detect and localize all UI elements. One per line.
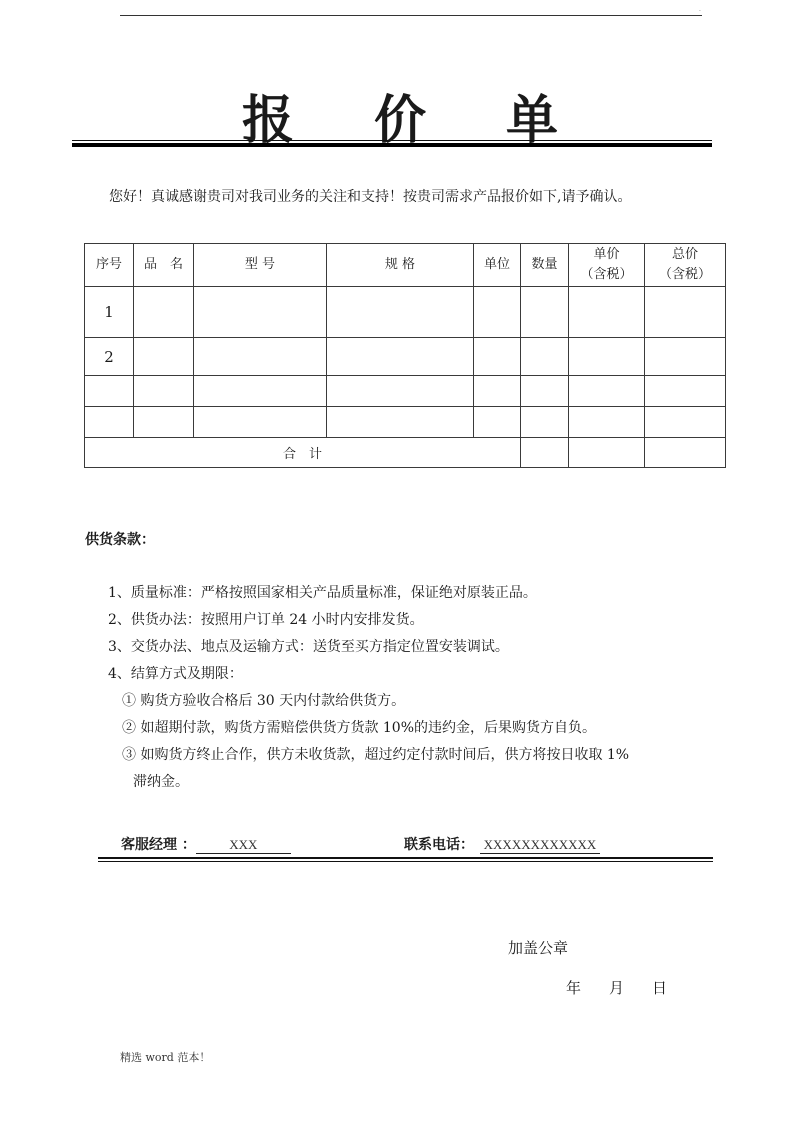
table-header-row <box>85 244 726 287</box>
cell-qty[interactable] <box>521 407 569 438</box>
title-rule-thin <box>72 140 712 141</box>
term-item: 3、交货办法、地点及运输方式：送货至买方指定位置安装调试。 <box>108 639 509 655</box>
date-month: 月 <box>609 979 625 997</box>
cell-unit[interactable] <box>474 407 521 438</box>
term-sub-item: ② 如超期付款，购货方需赔偿供货方货款 10%的违约金，后果购货方自负。 <box>122 720 597 736</box>
header-total-price-line1: 总价 <box>671 247 698 262</box>
cell-spec[interactable] <box>327 287 474 338</box>
table-row <box>85 287 726 338</box>
term-item: 4、结算方式及期限： <box>108 666 243 682</box>
title-char: 报 <box>241 91 294 151</box>
date-day: 日 <box>652 979 668 997</box>
table-row <box>85 338 726 376</box>
header-unit-price <box>569 244 645 287</box>
date-line <box>566 977 695 998</box>
table-row <box>85 376 726 407</box>
cell-model[interactable] <box>194 376 327 407</box>
cell-name[interactable] <box>134 376 194 407</box>
header-rule <box>120 15 702 16</box>
quote-table <box>84 243 726 468</box>
footer-note: 精选 word 范本！ <box>120 1051 211 1064</box>
total-label: 合 计 <box>85 438 521 468</box>
cell-spec[interactable] <box>327 407 474 438</box>
header-total-price <box>645 244 726 287</box>
header-qty: 数量 <box>521 244 569 287</box>
cell-total-price[interactable] <box>645 376 726 407</box>
cell-total-price[interactable] <box>645 338 726 376</box>
header-unit-price-line2: （含税） <box>580 267 633 282</box>
cell-seq: 1 <box>85 287 134 338</box>
cell-model[interactable] <box>194 287 327 338</box>
cell-total-price[interactable] <box>645 407 726 438</box>
greeting-text: 您好！真诚感谢贵司对我司业务的关注和支持！按贵司需求产品报价如下,请予确认。 <box>109 189 632 205</box>
cell-qty[interactable] <box>521 338 569 376</box>
cell-seq <box>85 376 134 407</box>
cell-name[interactable] <box>134 407 194 438</box>
term-item: 2、供货办法：按照用户订单 24 小时内安排发货。 <box>108 612 424 628</box>
term-sub-item: ③ 如购货方终止合作，供方未收货款，超过约定付款时间后，供方将按日收取 1% <box>122 747 630 763</box>
manager-field <box>121 834 291 854</box>
header-seq: 序号 <box>85 244 134 287</box>
cell-seq: 2 <box>85 338 134 376</box>
cell-unit-price[interactable] <box>569 407 645 438</box>
phone-field <box>404 834 600 854</box>
cell-spec[interactable] <box>327 338 474 376</box>
cell-spec[interactable] <box>327 376 474 407</box>
cell-unit[interactable] <box>474 287 521 338</box>
cell-name[interactable] <box>134 287 194 338</box>
term-sub-item-continued: 滞纳金。 <box>133 774 189 790</box>
header-unit: 单位 <box>474 244 521 287</box>
header-model: 型 号 <box>194 244 327 287</box>
term-sub-item: ① 购货方验收合格后 30 天内付款给供货方。 <box>122 693 406 709</box>
stamp-label: 加盖公章 <box>508 939 569 957</box>
table-row <box>85 407 726 438</box>
header-spec: 规 格 <box>327 244 474 287</box>
manager-label: 客服经理 ： <box>121 837 196 853</box>
cell-name[interactable] <box>134 338 194 376</box>
header-dot: . <box>699 6 701 13</box>
table-total-row <box>85 438 726 468</box>
signoff-rule-thick <box>98 857 713 859</box>
total-unit-price[interactable] <box>569 438 645 468</box>
title-char: 价 <box>373 91 426 151</box>
term-item: 1、质量标准：严格按照国家相关产品质量标准，保证绝对原装正品。 <box>108 585 537 601</box>
date-year: 年 <box>566 979 582 997</box>
signoff-rule-thin <box>98 861 713 862</box>
header-unit-price-line1: 单价 <box>593 247 620 262</box>
total-amount[interactable] <box>645 438 726 468</box>
cell-unit-price[interactable] <box>569 287 645 338</box>
cell-unit-price[interactable] <box>569 376 645 407</box>
title-char: 单 <box>506 91 559 151</box>
cell-seq <box>85 407 134 438</box>
cell-unit-price[interactable] <box>569 338 645 376</box>
header-name: 品 名 <box>134 244 194 287</box>
page-title <box>0 78 800 153</box>
title-rule-thick <box>72 143 712 147</box>
cell-qty[interactable] <box>521 287 569 338</box>
cell-unit[interactable] <box>474 338 521 376</box>
cell-qty[interactable] <box>521 376 569 407</box>
header-total-price-line2: （含税） <box>658 267 711 282</box>
cell-model[interactable] <box>194 407 327 438</box>
phone-value[interactable]: XXXXXXXXXXXX <box>480 837 600 854</box>
cell-model[interactable] <box>194 338 327 376</box>
terms-title: 供货条款： <box>85 532 155 548</box>
cell-total-price[interactable] <box>645 287 726 338</box>
manager-value[interactable]: XXX <box>196 837 291 854</box>
cell-unit[interactable] <box>474 376 521 407</box>
phone-label: 联系电话： <box>404 837 474 853</box>
total-qty[interactable] <box>521 438 569 468</box>
